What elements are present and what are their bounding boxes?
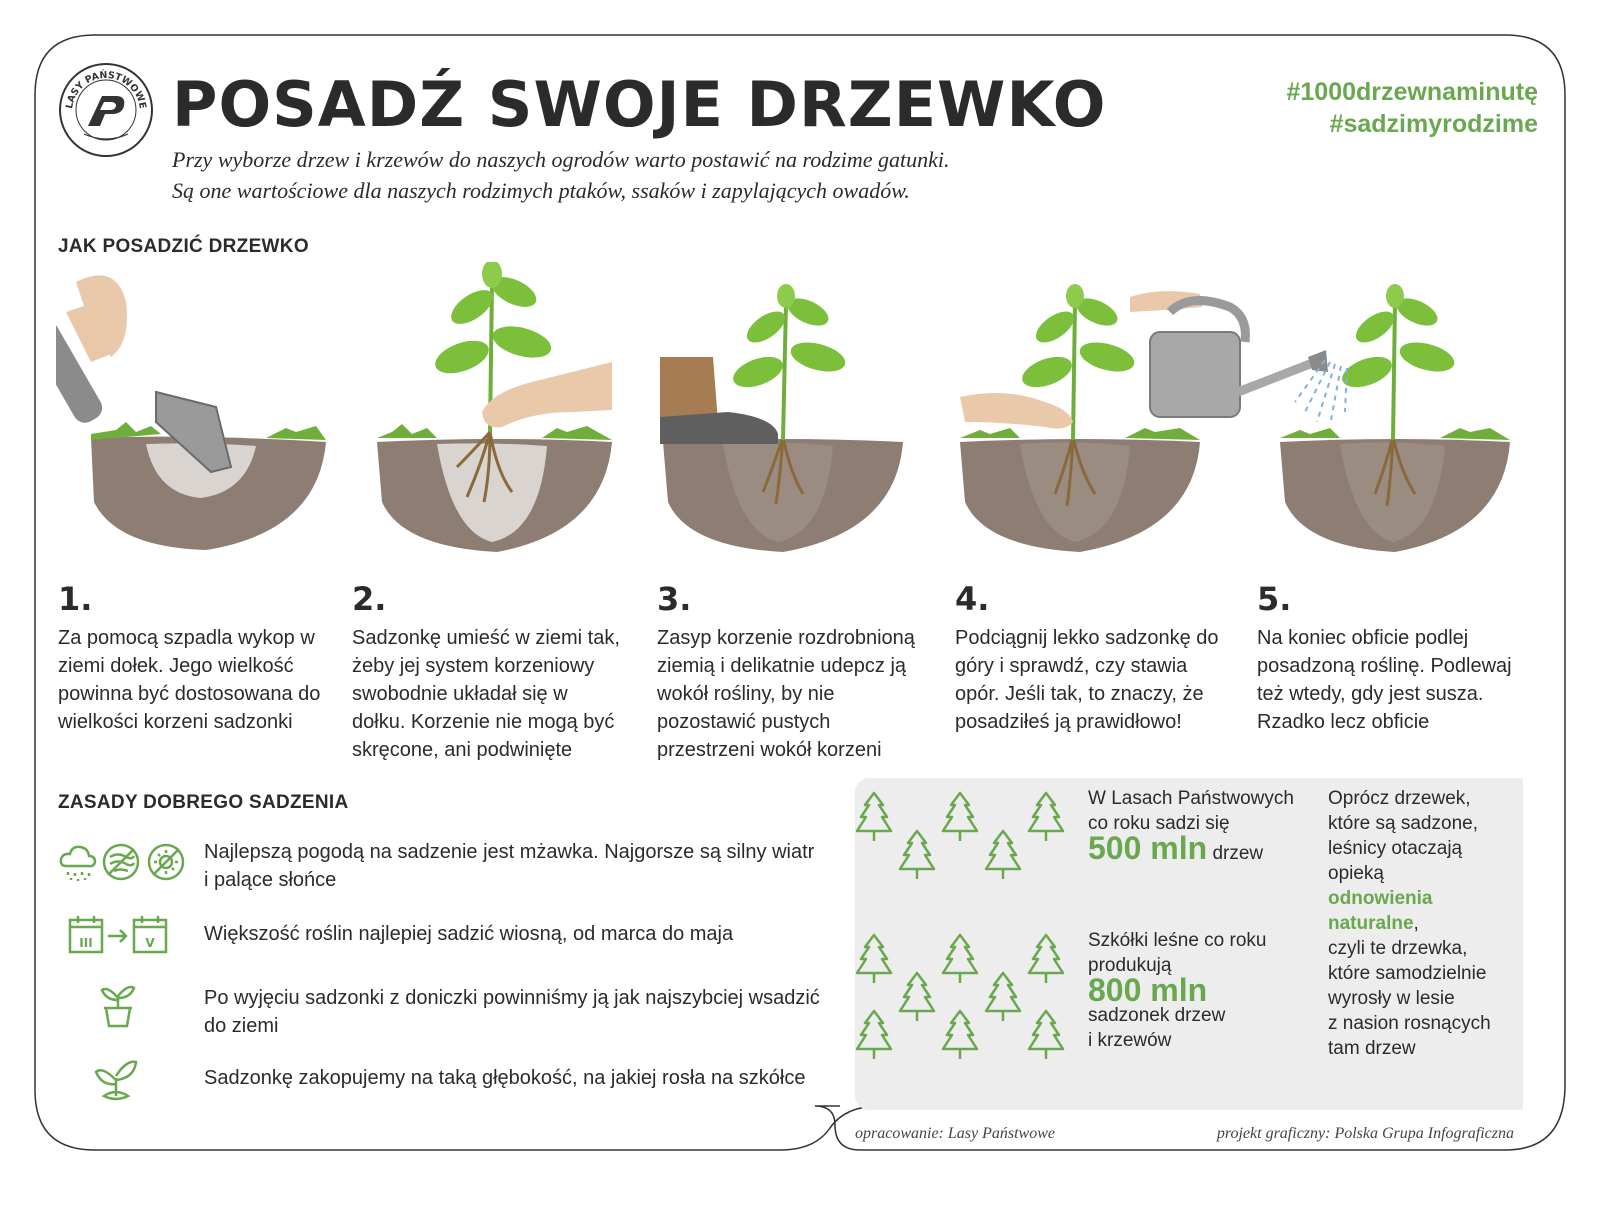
tree-icon	[900, 973, 934, 1021]
illustration-placing-seedling	[372, 262, 622, 572]
stat-value: 500 mln	[1088, 830, 1208, 866]
stat-value: 800 mln	[1088, 972, 1208, 1008]
rule-depth	[58, 1058, 806, 1118]
note-line: które są sadzone,	[1328, 813, 1478, 834]
page-title: POSADŹ SWOJE DRZEWKO	[172, 68, 1107, 141]
stat-line: co roku sadzi się	[1088, 813, 1230, 834]
note-line: Oprócz drzewek,	[1328, 788, 1471, 809]
rule-season	[58, 914, 798, 974]
tree-icon	[986, 831, 1020, 879]
seedling-icon	[58, 1058, 188, 1102]
note-line: wyrosły w lesie	[1328, 988, 1455, 1009]
note-highlight: odnowienia	[1328, 888, 1433, 909]
rule-text: Większość roślin najlepiej sadzić wiosną, od marca do maja	[204, 923, 734, 945]
illustration-watered-seedling	[1275, 262, 1515, 572]
calendar-month-from: III	[79, 936, 93, 950]
lasy-panstwowe-logo	[58, 62, 154, 158]
step-text: Zasyp korzenie rozdrobnioną ziemią i delikatnie udepcz ją wokół rośliny, by nie pozostawić pustych przestrzeni wokół korzeni	[657, 627, 915, 761]
note-punctuation: ,	[1413, 913, 1419, 934]
note-line: tam drzew	[1328, 1038, 1416, 1059]
step-text: Na koniec obficie podlej posadzoną roślinę. Podlewaj też wtedy, gdy jest susza. Rzadko lecz obficie	[1257, 627, 1512, 733]
stat-line: produkują	[1088, 955, 1172, 976]
stat-planted	[1088, 786, 1308, 866]
stat-line: i krzewów	[1088, 1030, 1172, 1051]
step-text: Podciągnij lekko sadzonkę do góry i sprawdź, czy stawia opór. Jeśli tak, to znaczy, że posadziłeś ją prawidłowo!	[955, 627, 1219, 733]
step-text: Za pomocą szpadla wykop w ziemi dołek. Jego wielkość powinna być dostosowana do wielkości korzeni sadzonki	[58, 627, 321, 733]
credit-design: projekt graficzny: Polska Grupa Infograficzna	[1216, 1125, 1514, 1142]
rule-weather	[58, 840, 815, 900]
tree-icon	[857, 935, 891, 983]
step-1	[58, 580, 328, 736]
stat-produced	[1088, 928, 1308, 1053]
note-line: które samodzielnie	[1328, 963, 1487, 984]
tree-icon	[1029, 793, 1063, 841]
stat-line: Szkółki leśne co roku	[1088, 930, 1267, 951]
stat-natural-regeneration	[1328, 786, 1518, 1061]
subtitle-line: Przy wyborze drzew i krzewów do naszych ogrodów warto postawić na rodzime gatunki.	[172, 147, 950, 172]
tree-icon	[943, 1011, 977, 1059]
rule-potted	[58, 982, 820, 1042]
tree-icon	[857, 1011, 891, 1059]
tree-icon	[1029, 935, 1063, 983]
tree-icons	[850, 785, 1080, 1075]
illustration-tamping-soil	[658, 262, 908, 572]
tree-icon	[943, 935, 977, 983]
weather-icons	[58, 840, 188, 884]
step-number: 3.	[657, 580, 692, 618]
svg-text:LASY PAŃSTWOWE: LASY PAŃSTWOWE	[64, 69, 148, 110]
rule-text: Sadzonkę zakopujemy na taką głębokość, na jakiej rosła na szkółce	[204, 1067, 806, 1089]
step-text: Sadzonkę umieść w ziemi tak, żeby jej system korzeniowy swobodnie układał się w dołku. Korzenie nie mogą być skręcone, ani podwinięte	[352, 627, 620, 761]
stat-line: W Lasach Państwowych	[1088, 788, 1294, 809]
note-line: z nasion rosnących	[1328, 1013, 1491, 1034]
tree-icon	[857, 793, 891, 841]
stat-line: sadzonek drzew	[1088, 1005, 1226, 1026]
tree-icon	[900, 831, 934, 879]
step-4	[955, 580, 1225, 736]
note-line: czyli te drzewka,	[1328, 938, 1468, 959]
how-to-heading: JAK POSADZIĆ DRZEWKO	[58, 236, 309, 257]
rule-text: Najlepszą pogodą na sadzenie jest mżawka. Najgorsze są silny wiatr i palące słońce	[204, 841, 815, 891]
rule-text: Po wyjęciu sadzonki z doniczki powinniśmy ją jak najszybciej wsadzić do ziemi	[204, 987, 820, 1037]
subtitle-line: Są one wartościowe dla naszych rodzimych ptaków, ssaków i zapylających owadów.	[172, 178, 910, 203]
step-5	[1257, 580, 1527, 736]
illustration-digging	[56, 262, 336, 572]
hashtags	[1287, 76, 1539, 140]
tree-icon	[1029, 1011, 1063, 1059]
step-number: 1.	[58, 580, 93, 618]
step-3	[657, 580, 927, 764]
calendar-march-to-may-icon	[58, 914, 188, 958]
hashtag-sadzimyrodzime: #sadzimyrodzime	[1329, 110, 1538, 138]
subtitle	[172, 144, 1272, 206]
potted-plant-icon	[58, 982, 188, 1030]
step-number: 5.	[1257, 580, 1292, 618]
step-number: 4.	[955, 580, 990, 618]
hashtag-1000: #1000drzewnaminutę	[1286, 78, 1538, 106]
calendar-month-to: V	[145, 936, 155, 950]
credit-author: opracowanie: Lasy Państwowe	[855, 1125, 1055, 1142]
tree-icon	[943, 793, 977, 841]
step-2	[352, 580, 622, 764]
rules-heading: ZASADY DOBREGO SADZENIA	[58, 792, 349, 813]
step-number: 2.	[352, 580, 387, 618]
note-line: opieką	[1328, 863, 1384, 884]
note-line: leśnicy otaczają	[1328, 838, 1463, 859]
stat-unit: drzew	[1212, 843, 1264, 864]
tree-icon	[986, 973, 1020, 1021]
note-highlight: naturalne	[1328, 913, 1414, 934]
